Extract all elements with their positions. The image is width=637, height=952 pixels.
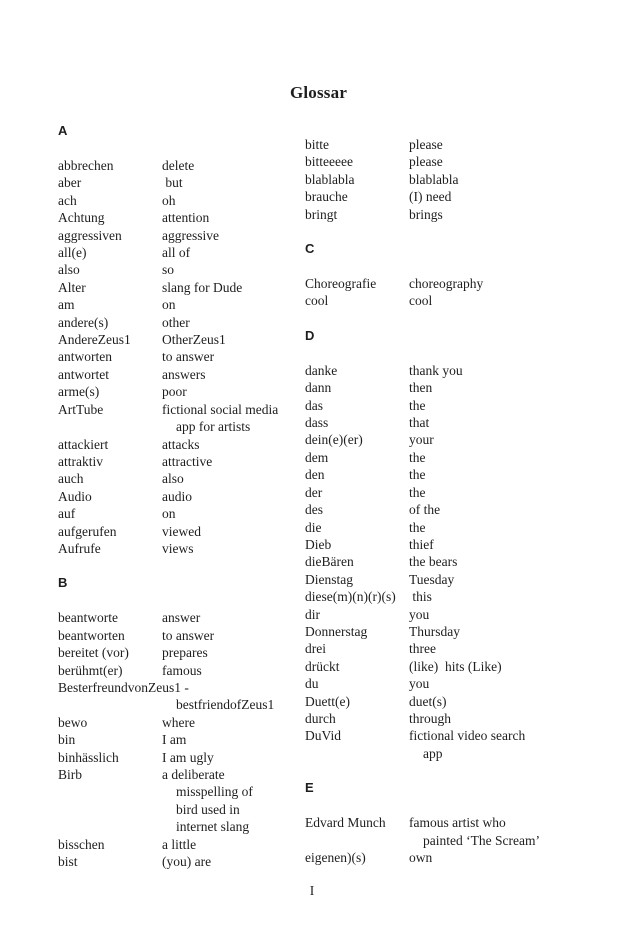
glossary-entry — [58, 348, 298, 365]
entry-definition — [162, 348, 298, 365]
entry-term: Audio — [58, 488, 92, 504]
entry-definition — [409, 206, 545, 223]
definition-line: app — [423, 745, 443, 761]
glossary-entry — [58, 731, 298, 748]
definition-line: then — [409, 380, 433, 396]
definition-line: the bears — [409, 554, 458, 570]
entry-term: dem — [305, 449, 329, 465]
definition-line: answer — [162, 610, 201, 626]
glossary-entry — [305, 588, 545, 605]
glossary-entry — [305, 606, 545, 623]
glossary-entry — [305, 136, 545, 153]
definition-line: three — [409, 641, 436, 657]
definition-line: a little — [162, 836, 197, 852]
entry-definition — [162, 540, 298, 557]
entry-term: attraktiv — [58, 453, 103, 469]
entry-definition — [162, 749, 298, 766]
entry-definition — [162, 244, 298, 261]
glossary-entry — [58, 662, 298, 679]
glossary-entry — [58, 192, 298, 209]
entry-term: Aufrufe — [58, 540, 101, 556]
entry-term: dieBären — [305, 554, 354, 570]
entry-definition — [162, 853, 298, 870]
entry-term: des — [305, 502, 323, 518]
entry-term: arme(s) — [58, 384, 100, 400]
glossary-entry — [58, 366, 298, 383]
entry-term: all(e) — [58, 245, 87, 261]
definition-line: internet slang — [176, 819, 250, 835]
entry-definition — [162, 714, 298, 731]
entry-term: Alter — [58, 279, 86, 295]
glossary-entry — [305, 379, 545, 396]
glossary-entry — [305, 536, 545, 553]
glossary-section — [58, 122, 298, 557]
definition-line: so — [162, 262, 175, 278]
glossary-entry — [58, 227, 298, 244]
glossary-entry — [58, 766, 298, 836]
entry-definition — [409, 397, 545, 414]
definition-line: views — [162, 540, 194, 556]
definition-line: choreography — [409, 276, 484, 292]
definition-line: prepares — [162, 645, 208, 661]
entry-definition — [409, 171, 545, 188]
entry-term: auch — [58, 471, 84, 487]
definition-line: your — [409, 432, 434, 448]
glossary-entry — [305, 519, 545, 536]
entry-term: binhässlich — [58, 749, 119, 765]
entry-definition — [162, 836, 298, 853]
glossary-entry — [58, 314, 298, 331]
definition-line: fictional video search — [409, 728, 526, 744]
definition-line: you — [409, 606, 430, 622]
entry-term: abbrechen — [58, 158, 114, 173]
entry-definition — [162, 209, 298, 226]
glossary-entry — [58, 453, 298, 470]
entry-term: bitteeeee — [305, 154, 353, 170]
glossary-entry — [58, 749, 298, 766]
entry-definition — [409, 153, 545, 170]
glossary-entry — [305, 675, 545, 692]
glossary-entry — [305, 658, 545, 675]
glossary-entry — [305, 397, 545, 414]
glossary-section — [305, 762, 545, 866]
entry-definition — [409, 414, 545, 431]
definition-line: attention — [162, 210, 210, 226]
glossary-entry — [305, 571, 545, 588]
entry-definition — [162, 314, 298, 331]
definition-line: attractive — [162, 453, 213, 469]
definition-line: where — [162, 714, 195, 730]
definition-line: but — [162, 175, 183, 191]
entry-term: den — [305, 467, 325, 483]
definition-line: brings — [409, 206, 443, 222]
entry-term: beantworte — [58, 610, 118, 626]
glossary-entry — [58, 505, 298, 522]
entry-term: attackiert — [58, 436, 109, 452]
entry-definition — [162, 383, 298, 400]
definition-line: delete — [162, 158, 195, 173]
glossary-entry — [58, 488, 298, 505]
entry-term: andere(s) — [58, 314, 109, 330]
entry-term: beantworten — [58, 627, 125, 643]
entry-term: dass — [305, 415, 329, 431]
glossary-entry — [58, 383, 298, 400]
entry-term: diese(m)(n)(r)(s) — [305, 589, 396, 605]
definition-line: you — [409, 676, 430, 692]
entry-definition — [409, 362, 545, 379]
glossary-section — [58, 557, 298, 870]
definition-line: oh — [162, 192, 176, 208]
definition-line: on — [162, 297, 176, 313]
glossary-entry — [305, 466, 545, 483]
glossary-entry — [305, 206, 545, 223]
entry-definition — [409, 710, 545, 727]
entry-term: also — [58, 262, 80, 278]
glossary-entry — [305, 727, 545, 762]
entry-term: Duett(e) — [305, 693, 350, 709]
glossary-entry — [305, 814, 545, 849]
entry-term: das — [305, 397, 323, 413]
glossary-entry — [58, 714, 298, 731]
definition-line: the — [409, 449, 426, 465]
entry-definition — [162, 157, 298, 174]
entry-definition — [409, 849, 545, 866]
definition-line: thank you — [409, 362, 463, 378]
glossary-entry — [305, 501, 545, 518]
entry-term: dein(e)(er) — [305, 432, 363, 448]
entry-term: bringt — [305, 206, 338, 222]
entry-definition — [162, 261, 298, 278]
glossary-entry — [58, 261, 298, 278]
entry-definition — [162, 436, 298, 453]
definition-line: slang for Dude — [162, 279, 243, 295]
glossary-entry — [58, 470, 298, 487]
definition-line: through — [409, 710, 451, 726]
glossary-entry — [58, 644, 298, 661]
glossary-entry — [58, 523, 298, 540]
entry-definition — [409, 727, 545, 762]
glossary-entry — [305, 362, 545, 379]
definition-line: blablabla — [409, 171, 459, 187]
entry-term: durch — [305, 710, 336, 726]
entry-definition — [162, 644, 298, 661]
glossary-entry — [305, 449, 545, 466]
definition-line: bird used in — [176, 801, 240, 817]
definition-line: the — [409, 519, 426, 535]
entry-term: du — [305, 676, 319, 692]
definition-line: audio — [162, 488, 192, 504]
entry-term: Birb — [58, 767, 83, 782]
definition-line: famous artist who — [409, 815, 506, 831]
entry-definition — [409, 640, 545, 657]
definition-line: bestfriendofZeus1 — [176, 697, 275, 713]
entry-term: Donnerstag — [305, 623, 368, 639]
entry-definition — [162, 627, 298, 644]
definition-line: (I) need — [409, 189, 452, 205]
entry-definition — [162, 488, 298, 505]
glossary-left-column — [58, 122, 298, 870]
entry-term: bitte — [305, 137, 329, 152]
entry-definition — [409, 519, 545, 536]
entry-term: bin — [58, 732, 76, 748]
glossary-section — [305, 223, 545, 310]
entry-definition — [409, 814, 545, 849]
entry-term: am — [58, 297, 75, 313]
entry-definition — [409, 501, 545, 518]
glossary-entry — [305, 188, 545, 205]
entry-term: bisschen — [58, 836, 105, 852]
definition-line: poor — [162, 384, 187, 400]
definition-line: duet(s) — [409, 693, 447, 709]
entry-term: AndereZeus1 — [58, 332, 131, 348]
entry-term: blablabla — [305, 171, 355, 187]
glossary-entry — [305, 171, 545, 188]
entry-term: dir — [305, 606, 320, 622]
entry-definition — [409, 379, 545, 396]
entry-definition — [409, 136, 545, 153]
section-letter: A — [58, 123, 68, 138]
definition-line: thief — [409, 536, 434, 552]
entry-term: aber — [58, 175, 82, 191]
entry-definition — [409, 571, 545, 588]
glossary-entry — [58, 679, 298, 714]
section-letter: B — [58, 575, 68, 591]
glossary-entry — [58, 279, 298, 296]
glossary-entry — [58, 401, 298, 436]
entry-definition — [162, 609, 298, 626]
entry-definition — [162, 731, 298, 748]
entry-definition — [409, 449, 545, 466]
definition-line: fictional social media — [162, 401, 279, 417]
entry-definition — [409, 658, 545, 675]
glossary-section — [305, 136, 545, 223]
definition-line: other — [162, 314, 190, 330]
glossary-entry — [305, 710, 545, 727]
entry-definition — [409, 588, 545, 605]
definition-line: I am — [162, 732, 187, 748]
definition-line: answers — [162, 366, 206, 382]
definition-line: to answer — [162, 627, 215, 643]
entry-definition — [409, 484, 545, 501]
definition-line: painted ‘The Scream’ — [423, 832, 540, 848]
entry-term: aggressiven — [58, 227, 122, 243]
definition-line: the — [409, 397, 426, 413]
definition-line: cool — [409, 293, 433, 309]
entry-definition — [409, 431, 545, 448]
entry-definition — [162, 174, 298, 191]
entry-definition — [409, 188, 545, 205]
entry-definition — [162, 331, 298, 348]
definition-line: also — [162, 471, 184, 487]
entry-term: dann — [305, 380, 332, 396]
glossary-entry — [305, 849, 545, 866]
entry-term: auf — [58, 506, 76, 522]
definition-line: own — [409, 850, 433, 865]
entry-term: bist — [58, 854, 78, 870]
definition-line: (like) hits (Like) — [409, 658, 502, 674]
glossary-entry — [305, 275, 545, 292]
definition-line: app for artists — [176, 419, 251, 435]
glossary-entry — [58, 627, 298, 644]
definition-line: please — [409, 137, 443, 152]
page-title: Glossar — [289, 83, 348, 102]
glossary-entry — [305, 693, 545, 710]
entry-definition — [409, 675, 545, 692]
definition-line: (you) are — [162, 854, 212, 870]
definition-line: famous — [162, 662, 202, 678]
definition-line: aggressive — [162, 227, 219, 243]
section-letter: D — [305, 327, 315, 343]
entry-term: bewo — [58, 714, 88, 730]
glossary-section — [305, 310, 545, 762]
definition-line: all of — [162, 245, 191, 261]
glossary-entry — [58, 540, 298, 557]
definition-line: viewed — [162, 523, 201, 539]
entry-term: ArtTube — [58, 401, 104, 417]
definition-line: a deliberate — [162, 767, 225, 782]
entry-term: aufgerufen — [58, 523, 117, 539]
entry-definition — [409, 466, 545, 483]
entry-definition — [162, 662, 298, 679]
definition-line: misspelling of — [176, 784, 253, 800]
entry-definition — [162, 296, 298, 313]
entry-term: Dienstag — [305, 571, 353, 587]
entry-definition — [162, 470, 298, 487]
section-letter: E — [305, 780, 314, 796]
entry-term: BesterfreundvonZeus1 - — [58, 679, 189, 695]
entry-term: der — [305, 484, 323, 500]
definition-line: the — [409, 484, 426, 500]
glossary-entry — [305, 640, 545, 657]
entry-term: Achtung — [58, 210, 105, 226]
entry-term: drei — [305, 641, 326, 657]
entry-term: ach — [58, 192, 77, 208]
glossary-entry — [58, 331, 298, 348]
glossary-entry — [58, 296, 298, 313]
entry-definition — [409, 553, 545, 570]
entry-term: antwortet — [58, 366, 109, 382]
entry-definition — [409, 292, 545, 309]
entry-term: danke — [305, 362, 338, 378]
entry-definition — [162, 366, 298, 383]
glossary-entry — [305, 153, 545, 170]
entry-definition — [162, 227, 298, 244]
glossary-right-column — [305, 136, 545, 866]
glossary-entry — [305, 292, 545, 309]
glossary-entry — [305, 414, 545, 431]
glossary-entry — [305, 623, 545, 640]
glossary-entry — [58, 436, 298, 453]
definition-line: on — [162, 506, 176, 522]
entry-definition — [162, 279, 298, 296]
entry-definition — [409, 275, 545, 292]
definition-line: of the — [409, 502, 441, 518]
entry-term: brauche — [305, 189, 348, 205]
entry-term: bereitet (vor) — [58, 645, 129, 661]
definition-line: OtherZeus1 — [162, 332, 226, 348]
definition-line: Thursday — [409, 623, 460, 639]
glossary-entry — [305, 431, 545, 448]
entry-term: cool — [305, 293, 329, 309]
glossary-entry — [305, 553, 545, 570]
entry-definition — [409, 536, 545, 553]
entry-term: berühmt(er) — [58, 662, 123, 678]
entry-definition — [162, 192, 298, 209]
entry-definition — [162, 523, 298, 540]
glossary-entry — [58, 244, 298, 261]
definition-line: this — [409, 589, 432, 605]
entry-term: die — [305, 519, 322, 535]
entry-term: Choreografie — [305, 276, 377, 292]
definition-line: the — [409, 467, 426, 483]
section-letter: C — [305, 241, 315, 257]
glossary-entry — [58, 853, 298, 870]
entry-definition — [409, 623, 545, 640]
entry-definition — [162, 453, 298, 470]
definition-line: Tuesday — [409, 571, 455, 587]
glossary-entry — [58, 157, 298, 174]
definition-line: I am ugly — [162, 749, 214, 765]
glossary-entry — [58, 209, 298, 226]
definition-line: attacks — [162, 436, 200, 452]
entry-term: Dieb — [305, 536, 332, 552]
entry-term: eigenen)(s) — [305, 850, 366, 865]
glossary-entry — [58, 174, 298, 191]
definition-line: that — [409, 415, 430, 431]
entry-term: DuVid — [305, 728, 341, 744]
entry-term: Edvard Munch — [305, 815, 386, 831]
glossary-entry — [58, 836, 298, 853]
entry-term: drückt — [305, 658, 340, 674]
definition-line: to answer — [162, 349, 215, 365]
entry-definition — [409, 606, 545, 623]
entry-definition — [162, 401, 298, 436]
definition-line: please — [409, 154, 443, 170]
entry-definition — [162, 766, 298, 836]
glossary-entry — [58, 609, 298, 626]
entry-definition — [162, 505, 298, 522]
page-number: I — [309, 883, 315, 898]
glossary-entry — [305, 484, 545, 501]
entry-definition — [409, 693, 545, 710]
entry-term: antworten — [58, 349, 112, 365]
